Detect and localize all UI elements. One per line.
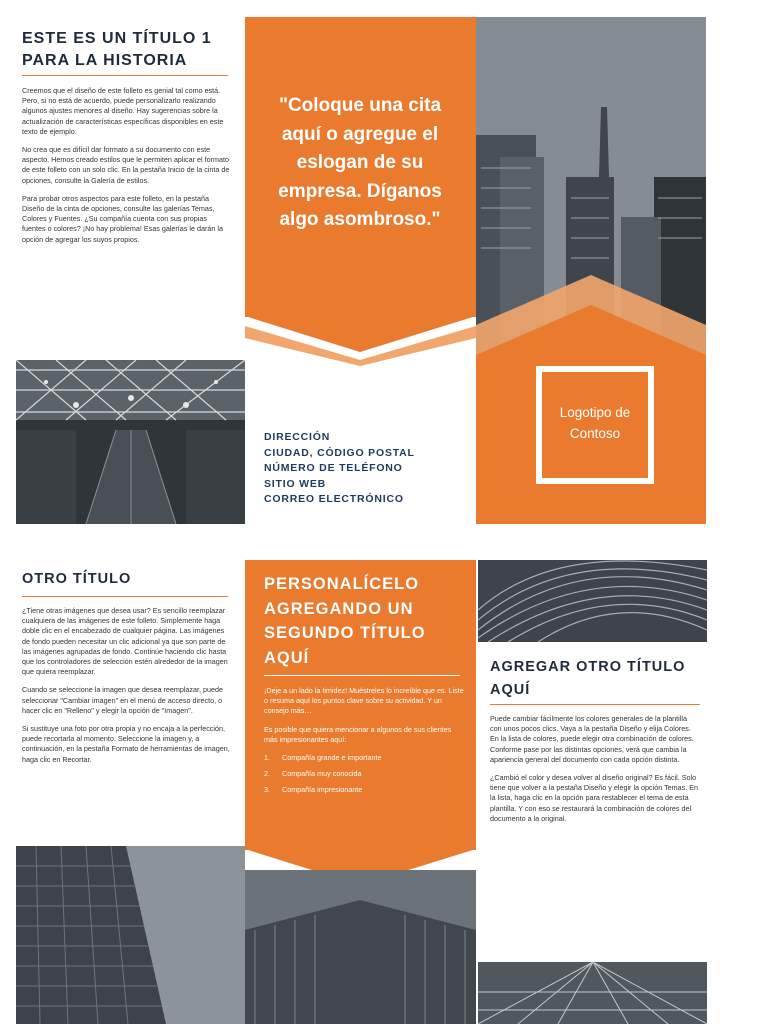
list-item: 3. Compañía impresionante: [264, 785, 363, 795]
contact-block: [264, 430, 464, 508]
section-paragraph: ¿Tiene otras imágenes que desea usar? Es sencillo reemplazar cualquiera de las imágenes de este folleto. Simplemente haga doble clic en el encabezado de cualquier página. Las imágenes de fondo pueden necesitar un clic adicional ya que son parte de las imágenes agrupadas de fondo. Continúe haciendo clic hasta que los controladores de selección estén alrededor de la imagen que quiera reemplazar.: [22, 606, 228, 677]
architecture-photo: [478, 560, 707, 642]
escalator-photo: [16, 360, 245, 524]
highlight-paragraph: Es posible que quiera mencionar a algunos de sus clientes más impresionantes aquí:: [264, 724, 452, 744]
tower-photo: [245, 870, 476, 1024]
highlight-body: [264, 686, 464, 802]
section-body: [22, 606, 234, 773]
highlight-title: PERSONALÍCELO AGREGANDO UN SEGUNDO TÍTULO AQUÍ: [264, 575, 426, 667]
ceiling-photo: [478, 962, 707, 1024]
client-list: [264, 753, 464, 796]
section-title-right: AGREGAR OTRO TÍTULO AQUÍ: [490, 659, 686, 698]
story-paragraph: Para probar otros aspectos para este folleto, en la pestaña Diseño de la cinta de opciones, consulte las galerías Temas, Colores y Fuentes. ¿Su compañía cuenta con sus propias fuentes o colores? ¡No hay problema! Esas galerías le darán la opción de agregar los suyos propios.: [22, 193, 223, 244]
section-title: OTRO TÍTULO: [22, 571, 132, 587]
city-postal-line: CIUDAD, CÓDIGO POSTAL: [264, 446, 415, 459]
list-item: 2. Compañía muy conocida: [264, 769, 362, 779]
title-divider: [490, 704, 700, 705]
company-logo: Logotipo de Contoso: [559, 405, 631, 441]
section-paragraph: Cuando se seleccione la imagen que desea reemplazar, puede seleccionar "Cambiar imagen" en el menú de acceso directo, o hacer clic en "Relleno" y elegir la opción de "Imagen".: [22, 685, 223, 715]
address-line: DIRECCIÓN: [264, 431, 331, 443]
story-paragraph: No crea que es difícil dar formato a su documento con este aspecto. Hemos creado estilos que le permiten aplicar el formato de este folleto con un solo clic. En la pestaña Inicio de la cinta de opciones, consulte la Galería de estilos.: [22, 145, 230, 185]
email-line: CORREO ELECTRÓNICO: [264, 493, 404, 505]
phone-line: NÚMERO DE TELÉFONO: [264, 462, 403, 474]
chevron-light-decoration: [245, 306, 476, 366]
website-line: SITIO WEB: [264, 477, 327, 490]
highlight-paragraph: ¡Deje a un lado la timidez! Muéstreles lo increíble que es. Liste o resuma aquí los puntos clave sobre su actividad. Y un consejo más…: [264, 686, 464, 716]
story-paragraph: Creemos que el diseño de este folleto es genial tal como está. Pero, si no está de acuerdo, puede personalizarlo realizando algunos ajustes menores al diseño. Hay sugerencias sobre la actualización de características específicas disponibles en este texto de ejemplo.: [22, 86, 224, 136]
section-body-right: [490, 714, 700, 832]
highlight-divider: [264, 675, 460, 676]
story-body: [22, 86, 230, 253]
section-paragraph: ¿Cambió el color y desea volver al diseño original? Es fácil. Solo tiene que volver a la pestaña Diseño y elegir la opción Temas. En la lista, haga clic en la opción para restablecer el tema de esta plantilla. Y con eso se restaurará la combinación de colores del documento a la original.: [490, 773, 699, 823]
list-item: 1. Compañía grande e importante: [264, 753, 382, 763]
section-paragraph: Si sustituye una foto por otra propia y no encaja a la perfección, puede recortarla al momento. Seleccione la imagen y, a continuación, en la pestaña Formato de herramientas de imagen, haga clic en Recortar.: [22, 724, 230, 764]
title-divider: [22, 75, 228, 76]
building-photo: [16, 846, 245, 1024]
section-paragraph: Puede cambiar fácilmente los colores generales de la plantilla con unos pocos clics. Vaya a la pestaña Diseño y elija Colores. En la lista de colores, puede elegir otra combinación de colores. Conforme pase por las distintas opciones, verá que cambia la apariencia general del documento con cada opción distinta.: [490, 714, 694, 764]
story-title: ESTE ES UN TÍTULO 1 PARA LA HISTORIA: [22, 30, 212, 69]
title-divider: [22, 596, 228, 597]
pull-quote: "Coloque una cita aquí o agregue el eslogan de su empresa. Díganos algo asombroso.": [278, 95, 442, 230]
